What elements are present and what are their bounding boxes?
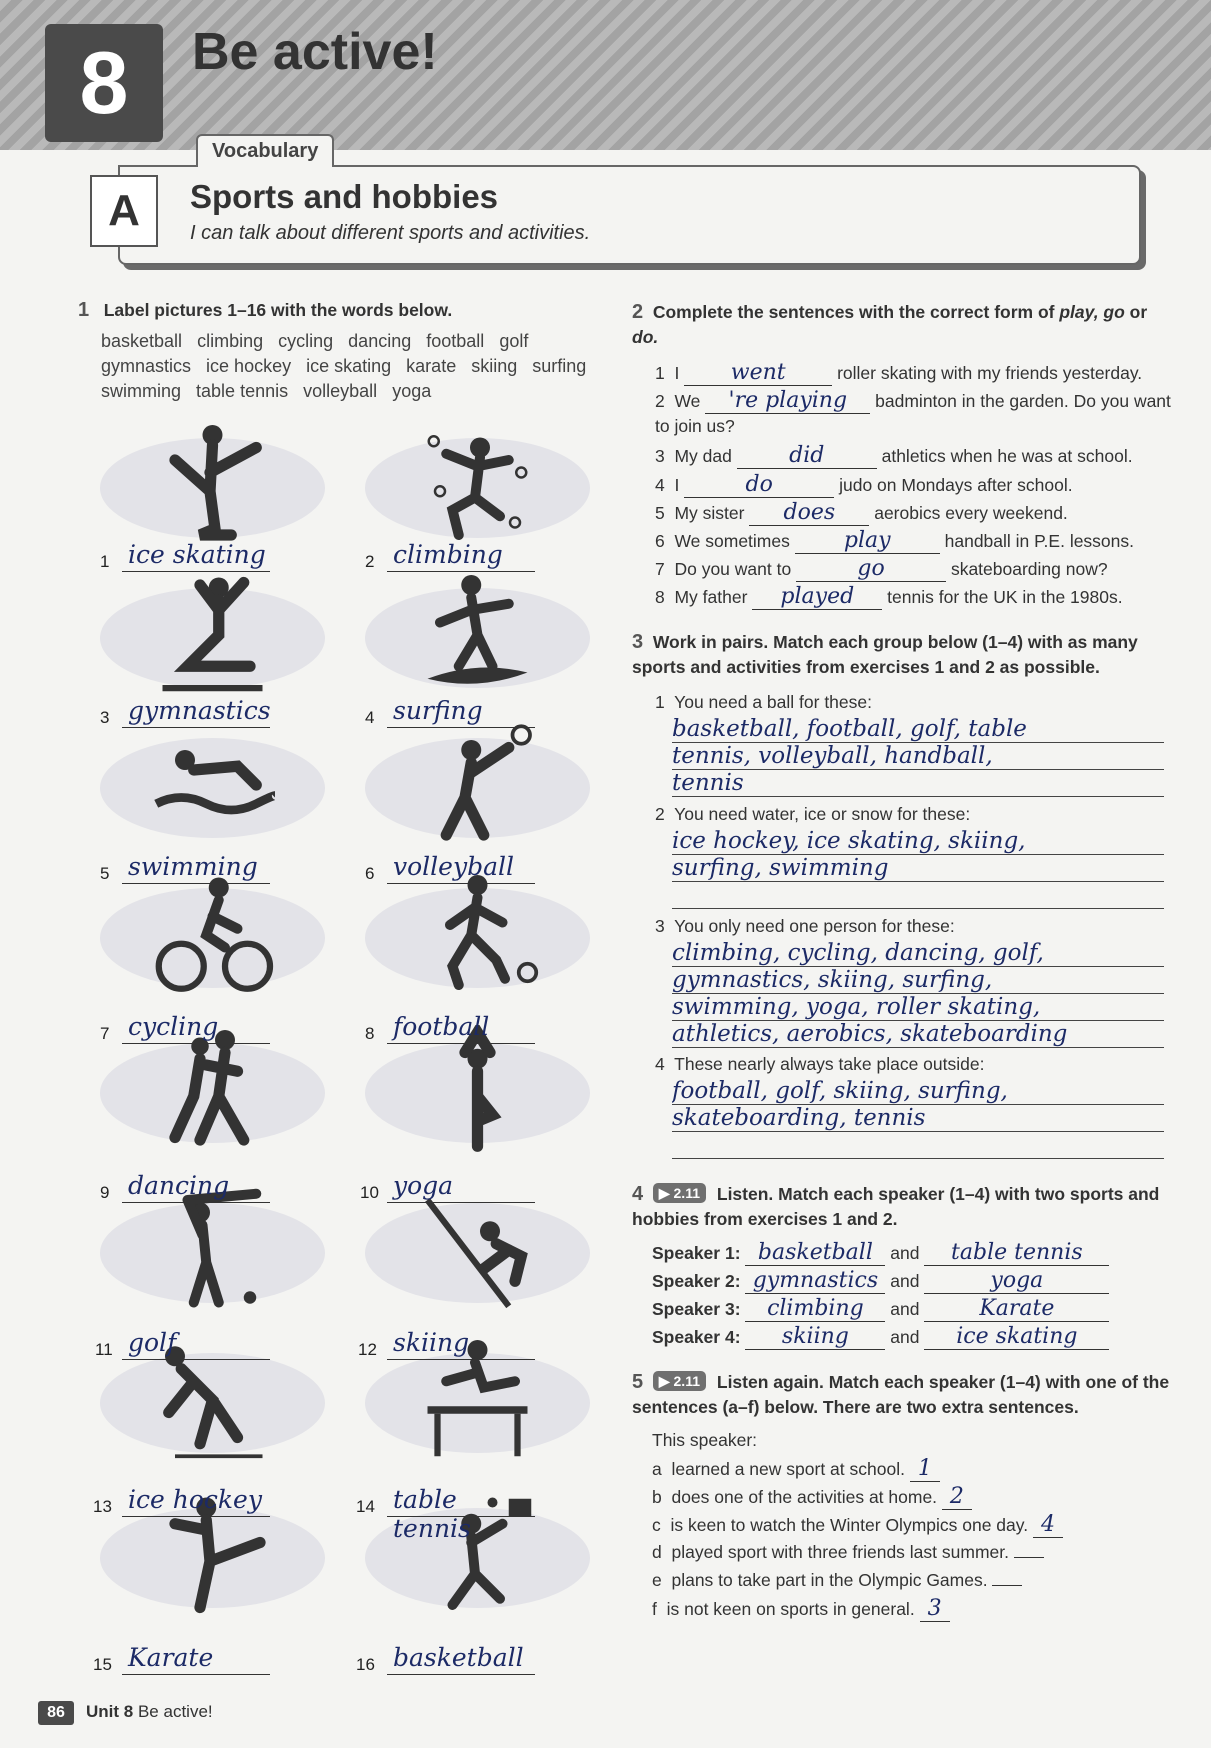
pictogram-ice-skating <box>100 420 325 555</box>
ex5-item: e plans to take part in the Olympic Games. <box>652 1568 1022 1593</box>
vocabulary-tab: Vocabulary <box>196 134 334 167</box>
word: climbing <box>197 331 264 351</box>
label-answer: dancing <box>122 1171 270 1203</box>
label-answer: basketball <box>387 1643 535 1675</box>
label-answer: Karate <box>122 1643 270 1675</box>
word: gymnastics <box>101 356 192 376</box>
section-subtitle: I can talk about different sports and activities. <box>190 222 591 244</box>
label-number: 2 <box>365 552 375 571</box>
ex3-group-question: 3 You only need one person for these: <box>655 916 955 936</box>
pictogram-climbing <box>365 420 590 555</box>
ex4-speaker-row: Speaker 1: basketball and table tennis <box>652 1240 1109 1266</box>
ex5-instruction: Listen again. Match each speaker (1–4) with one of the sentences (a–f) below. There are two extra sentences. <box>632 1372 1170 1417</box>
ex3-group-answer: basketball, football, golf, table tennis, volleyball, handball, tennis <box>672 716 1164 797</box>
ex2-instruction: do. <box>632 327 659 347</box>
ex2-item: 6 We sometimes play handball in P.E. lessons. <box>655 528 1135 553</box>
word: yoga <box>392 381 432 401</box>
pictogram-yoga <box>365 1025 590 1160</box>
ex5-intro: This speaker: <box>652 1430 758 1450</box>
label-number: 1 <box>100 552 110 571</box>
ex3-group-question: 1 You need a ball for these: <box>655 692 872 712</box>
unit-title: Be active! <box>192 23 438 81</box>
ex2-answer: played <box>752 584 882 610</box>
ex1-number: 1 <box>78 299 90 321</box>
label-answer: surfing <box>387 696 535 728</box>
ice-skater-icon <box>150 420 275 550</box>
ex4-speaker-row: Speaker 3: climbing and Karate <box>652 1296 1109 1322</box>
label-answer: ice skating <box>122 540 270 572</box>
ex1-instruction: Label pictures 1–16 with the words below. <box>103 300 453 320</box>
pictogram-swimming <box>100 720 325 855</box>
ex2-item: 4 I do judo on Mondays after school. <box>655 472 1073 497</box>
ex2-answer: do <box>684 472 834 498</box>
ex2-item: 7 Do you want to go skateboarding now? <box>655 556 1108 581</box>
dancers-icon <box>150 1025 275 1155</box>
header-band <box>0 0 1211 150</box>
ex3-group-question: 4 These nearly always take place outside: <box>655 1054 985 1074</box>
ex2-item: 5 My sister does aerobics every weekend. <box>655 500 1068 525</box>
word: table tennis <box>196 381 289 401</box>
cyclist-icon <box>150 870 275 1000</box>
audio-track-badge[interactable]: ▶ 2.11 <box>653 1371 706 1391</box>
label-answer: yoga <box>387 1171 535 1203</box>
page-footer <box>0 1698 1211 1728</box>
ex4-instruction: Listen. Match each speaker (1–4) with two sports and hobbies from exercises 1 and 2. <box>632 1184 1160 1229</box>
ex3-heading <box>632 630 1172 680</box>
word: ice hockey <box>206 356 292 376</box>
ex2-item: 1 I went roller skating with my friends yesterday. <box>655 360 1143 385</box>
footballer-icon <box>415 870 540 1000</box>
word: ice skating <box>306 356 392 376</box>
volleyball-player-icon <box>415 720 540 850</box>
label-number: 11 <box>95 1340 113 1359</box>
ex5-item: c is keen to watch the Winter Olympics one day. 4 <box>652 1512 1063 1538</box>
label-number: 7 <box>100 1024 110 1043</box>
section-letter: A <box>90 175 158 247</box>
ex4-number: 4 <box>632 1183 644 1205</box>
pictogram-skiing <box>365 1185 590 1320</box>
ex3-group-question: 2 You need water, ice or snow for these: <box>655 804 971 824</box>
ex3-group-answer: ice hockey, ice skating, skiing, surfing, swimming <box>672 828 1164 909</box>
ex5-item: b does one of the activities at home. 2 <box>652 1484 972 1510</box>
gymnast-icon <box>150 570 275 700</box>
footer-unit-label: Unit 8 Be active! <box>86 1702 213 1721</box>
word: karate <box>406 356 457 376</box>
label-answer: ice hockey <box>122 1485 270 1517</box>
ex2-answer: went <box>684 360 832 386</box>
word: golf <box>499 331 529 351</box>
label-number: 13 <box>93 1497 112 1516</box>
ex2-answer: 're playing <box>705 388 870 414</box>
label-answer: skiing <box>387 1328 535 1360</box>
ex2-answer: does <box>749 500 869 526</box>
section-title: Sports and hobbies <box>190 178 499 215</box>
label-number: 6 <box>365 864 375 883</box>
label-answer: volleyball <box>387 852 535 884</box>
ex2-item: 2 We 're playing badminton in the garden. Do you want to join us? <box>655 388 1171 436</box>
ex4-heading <box>632 1182 1172 1232</box>
word: football <box>426 331 485 351</box>
word: dancing <box>348 331 412 351</box>
surfer-icon <box>415 570 540 700</box>
ex2-answer: play <box>795 528 940 554</box>
ex2-instruction: Complete the sentences with the correct form of <box>652 302 1060 322</box>
ex5-item: d played sport with three friends last summer. <box>652 1540 1044 1565</box>
label-number: 10 <box>360 1183 379 1202</box>
pictogram-golf <box>100 1185 325 1320</box>
yoga-pose-icon <box>415 1025 540 1155</box>
audio-track-badge[interactable]: ▶ 2.11 <box>653 1183 706 1203</box>
ex5-item: a learned a new sport at school. 1 <box>652 1456 940 1482</box>
ex2-answer: go <box>796 556 946 582</box>
label-number: 12 <box>358 1340 377 1359</box>
word: surfing <box>532 356 587 376</box>
ex5-heading <box>632 1370 1172 1420</box>
pictogram-volleyball <box>365 720 590 855</box>
label-answer: swimming <box>122 852 270 884</box>
label-number: 9 <box>100 1183 110 1202</box>
label-number: 4 <box>365 708 375 727</box>
word: swimming <box>101 381 182 401</box>
ex2-number: 2 <box>632 301 644 323</box>
pictogram-dancing <box>100 1025 325 1160</box>
ex3-instruction: Work in pairs. Match each group below (1–4) with as many sports and activities from exercises 1 and 2 as possible. <box>632 632 1138 677</box>
pictogram-surfing <box>365 570 590 705</box>
pictogram-cycling <box>100 870 325 1005</box>
ex2-item: 3 My dad did athletics when he was at school. <box>655 443 1133 468</box>
label-number: 16 <box>356 1655 375 1674</box>
ex4-speaker-row: Speaker 4: skiing and ice skating <box>652 1324 1109 1350</box>
ex3-number: 3 <box>632 631 644 653</box>
label-number: 8 <box>365 1024 375 1043</box>
label-answer: table tennis <box>387 1485 535 1517</box>
swimmer-icon <box>150 720 275 850</box>
pictogram-gymnastics <box>100 570 325 705</box>
ex1-word-list <box>101 329 611 404</box>
ex2-item: 8 My father played tennis for the UK in the 1980s. <box>655 584 1123 609</box>
label-answer: football <box>387 1012 535 1044</box>
label-number: 5 <box>100 864 110 883</box>
climber-icon <box>415 420 540 550</box>
label-answer: climbing <box>387 540 535 572</box>
ex2-answer: did <box>737 443 877 469</box>
label-number: 15 <box>93 1655 112 1674</box>
label-answer: golf <box>122 1328 270 1360</box>
ex1-heading <box>78 298 452 323</box>
word: skiing <box>471 356 518 376</box>
golfer-icon <box>150 1185 275 1315</box>
ex2-instruction: or <box>1124 302 1148 322</box>
label-number: 3 <box>100 708 110 727</box>
unit-number-badge: 8 <box>45 24 163 142</box>
ex2-heading <box>632 300 1172 350</box>
word: volleyball <box>303 381 378 401</box>
ex4-speaker-row: Speaker 2: gymnastics and yoga <box>652 1268 1109 1294</box>
ex5-number: 5 <box>632 1371 644 1393</box>
label-answer: gymnastics <box>122 696 270 728</box>
pictogram-football <box>365 870 590 1005</box>
label-number: 14 <box>356 1497 375 1516</box>
ex3-group-answer: climbing, cycling, dancing, golf, gymnastics, skiing, surfing, swimming, yoga, roller skating, athletics, aerobics, skateboarding <box>672 940 1164 1048</box>
ex2-instruction: play, go <box>1059 302 1125 322</box>
page-number: 86 <box>38 1701 74 1725</box>
ex3-group-answer: football, golf, skiing, surfing, skateboarding, tennis <box>672 1078 1164 1159</box>
label-answer: cycling <box>122 1012 270 1044</box>
word: basketball <box>101 331 183 351</box>
word: cycling <box>278 331 334 351</box>
ex5-item: f is not keen on sports in general. 3 <box>652 1596 950 1622</box>
skier-icon <box>415 1185 540 1315</box>
